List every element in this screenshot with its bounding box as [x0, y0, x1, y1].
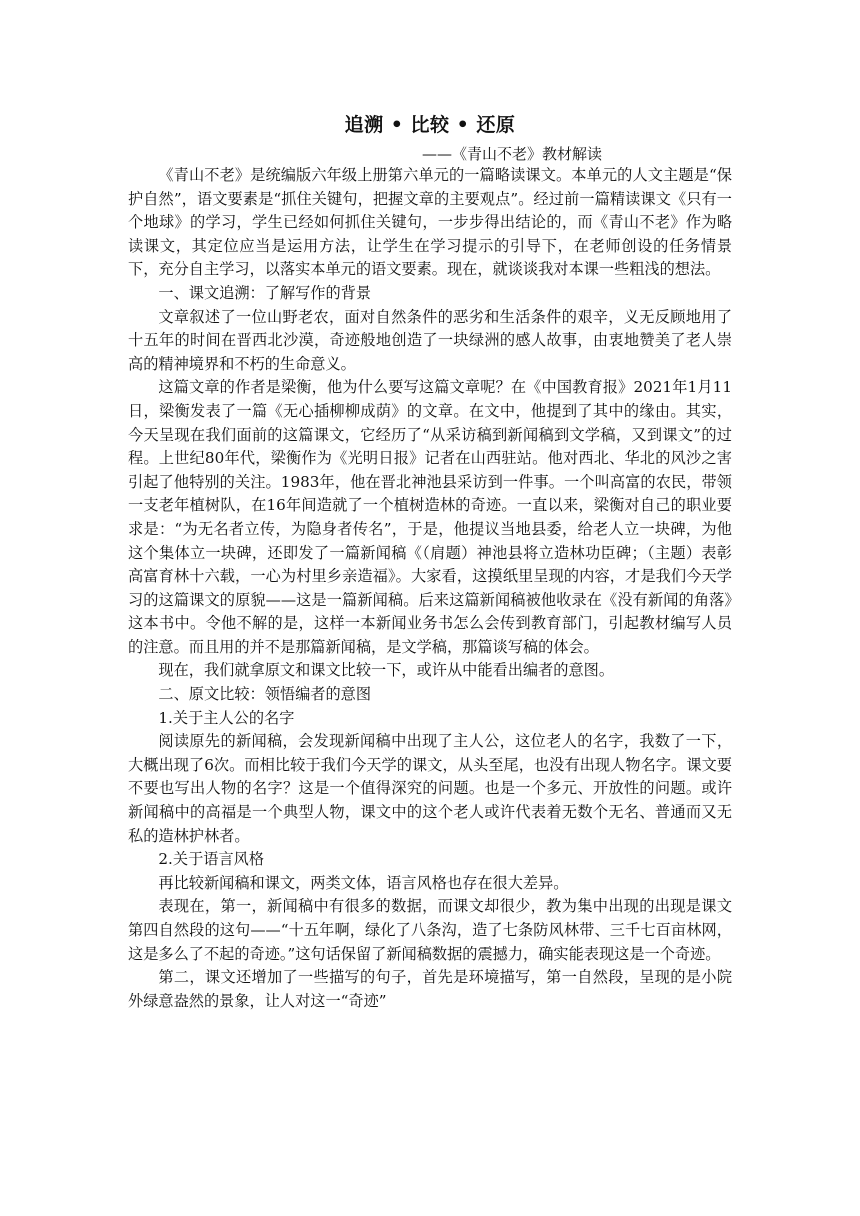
paragraph: 现在，我们就拿原文和课文比较一下，或许从中能看出编者的意图。: [158, 661, 615, 680]
paragraph-intro: 《青山不老》是统编版六年级上册第六单元的一篇略读课文。本单元的人文主题是“保护自然”，语文要素是“抓住关键句，把握文章的主要观点”。经过前一篇精读课文《只有一个地球》的学习，学生已经如何抓住关键句，一步步得出结论的，而《青山不老》作为略读课文，其定位应当是运用方法，让学生在学习提示的引导下，在老师创设的任务情景下，充分自主学习，以落实本单元的语文要素。现在，就谈谈我对本课一些粗浅的想法。: [128, 166, 732, 279]
document-title: 追溯 • 比较 • 还原: [344, 114, 516, 136]
section-heading-2: 二、原文比较：领悟编者的意图: [158, 685, 372, 704]
sub-heading-1: 1.关于主人公的名字: [158, 708, 295, 727]
document-subtitle: ——《青山不老》教材解读: [421, 145, 602, 163]
sub-heading-2: 2.关于语言风格: [158, 850, 265, 869]
paragraph: 表现在，第一，新闻稿中有很多的数据，而课文却很少，教为集中出现的出现是课文第四自然段的这句——“十五年啊，绿化了八条沟，造了七条防风林带、三千七百亩林网，这是多么了不起的奇迹。”这句话保留了新闻稿数据的震撼力，确实能表现这是一个奇迹。: [128, 897, 732, 963]
paragraph: 再比较新闻稿和课文，两类文体，语言风格也存在很大差异。: [158, 873, 569, 892]
paragraph: 第二，课文还增加了一些描写的句子，首先是环境描写，第一自然段，呈现的是小院外绿意盎然的景象，让人对这一“奇迹”: [128, 968, 732, 1010]
paragraph: 这篇文章的作者是梁衡，他为什么要写这篇文章呢？在《中国教育报》2021年1月11日，梁衡发表了一篇《无心插柳柳成荫》的文章。在文中，他提到了其中的缘由。其实，今天呈现在我们面前的这篇课文，它经历了“从采访稿到新闻稿到文学稿，又到课文”的过程。上世纪80年代，梁衡作为《光明日报》记者在山西驻站。他对西北、华北的风沙之害引起了他特别的关注。1983年，他在晋北神池县采访到一件事。一个叫高富的农民，带领一支老年植树队，在16年间造就了一个植树造林的奇迹。一直以来，梁衡对自己的职业要求是：“为无名者立传，为隐身者传名”，于是，他提议当地县委，给老人立一块碑，为他这个集体立一块碑，还即发了一篇新闻稿《（肩题）神池县将立造林功臣碑；（主题）表彰高富育林十六载，一心为村里乡亲造福》。大家看，这摸纸里呈现的内容，才是我们今天学习的这篇课文的原貌——这是一篇新闻稿。后来这篇新闻稿被他收录在《没有新闻的角落》这本书中。令他不解的是，这样一本新闻业务书怎么会传到教育部门，引起教材编写人员的注意。而且用的并不是那篇新闻稿，是文学稿，那篇谈写稿的体会。: [128, 378, 732, 656]
paragraph: 文章叙述了一位山野老农，面对自然条件的恶劣和生活条件的艰辛，义无反顾地用了十五年的时间在晋西北沙漠，奇迹般地创造了一块绿洲的感人故事，由衷地赞美了老人崇高的精神境界和不朽的生命意义。: [128, 307, 732, 373]
document-page: [128, 110, 732, 1013]
paragraph: 阅读原先的新闻稿，会发现新闻稿中出现了主人公，这位老人的名字，我数了一下，大概出现了6次。而相比较于我们今天学的课文，从头至尾，也没有出现人物名字。课文要不要也写出人物的名字？这是一个值得深究的问题。也是一个多元、开放性的问题。或许新闻稿中的高福是一个典型人物，课文中的这个老人或许代表着无数个无名、普通而又无私的造林护林者。: [128, 732, 732, 845]
section-heading-1: 一、课文追溯：了解写作的背景: [158, 283, 372, 302]
